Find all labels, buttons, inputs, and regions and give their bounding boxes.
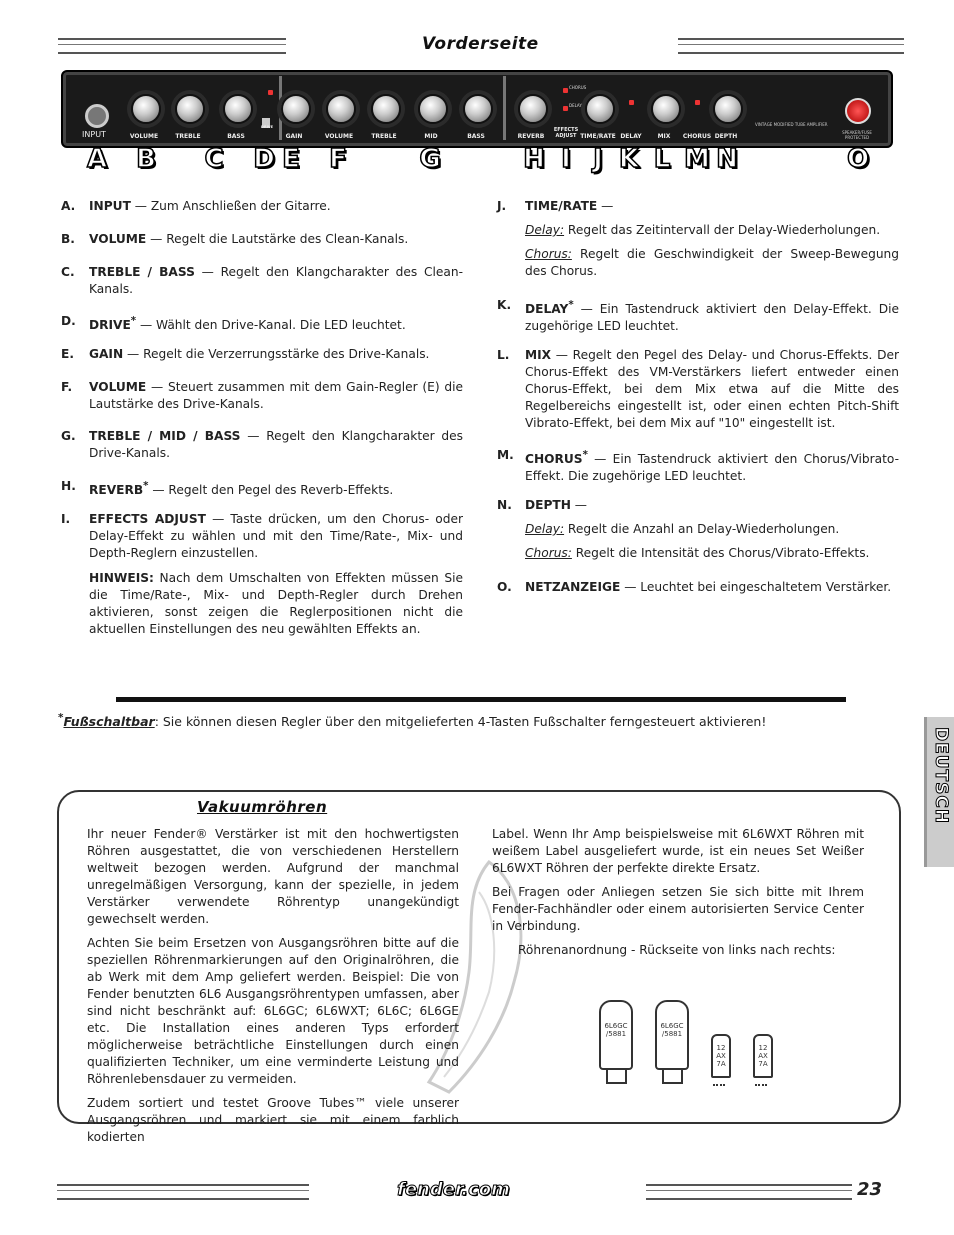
item-key: E.	[61, 347, 74, 361]
item-key: H.	[61, 479, 76, 493]
drive-led	[268, 90, 273, 95]
chorus-text: Regelt die Intensität des Chorus/Vibrato-Effekts.	[571, 546, 870, 560]
vakuum-title: Vakuumröhren	[197, 798, 328, 816]
label-chorus: CHORUS	[682, 133, 712, 140]
effects-chorus-label: CHORUS	[569, 85, 587, 90]
callout-g: G	[419, 144, 441, 174]
item-text: — Ein Tastendruck aktiviert den Chorus/Vibrato-Effekt. Die zugehörige LED leuchtet.	[525, 452, 899, 484]
volume-knob-drive	[326, 94, 356, 124]
label-input: INPUT	[82, 130, 106, 139]
item-name: VOLUME	[89, 380, 147, 394]
label-gain: GAIN	[285, 133, 303, 140]
callout-b: B	[136, 144, 156, 174]
callout-o: O	[847, 144, 870, 174]
delay-label: Delay:	[525, 223, 565, 237]
vakuum-box	[57, 790, 901, 1144]
vakuum-left-column	[87, 826, 459, 1153]
callout-j: J	[593, 144, 603, 174]
callout-l: L	[653, 144, 671, 174]
vakuum-paragraph: Label. Wenn Ihr Amp beispielsweise mit 6L6WXT Röhren mit weißem Label ausgeliefert wurde, ist ein neues Set Weißer 6L6WXT Röhren der perfekte direkte Ersatz.	[492, 827, 864, 875]
header-rule-left	[58, 38, 286, 54]
chorus-label: Chorus:	[525, 546, 572, 560]
item-name: GAIN	[89, 347, 124, 361]
label-reverb: REVERB	[517, 133, 545, 140]
page-number: 23	[857, 1179, 883, 1200]
item-key: A.	[61, 199, 76, 213]
callout-a: A	[86, 144, 108, 174]
label-volume: VOLUME	[129, 133, 159, 140]
vakuum-paragraph: Zudem sortiert und testet Groove Tubes™ viele unserer Ausgangsröhren und markiert sie mit einem farblich kodierten	[87, 1096, 459, 1144]
label-treble-drive: TREBLE	[371, 133, 397, 140]
callout-i: I	[561, 144, 571, 174]
label-delay: DELAY	[620, 133, 642, 140]
item-text: — Regelt den Klangcharakter des Drive-Kanals.	[89, 429, 463, 460]
delay-text: Regelt das Zeitintervall der Delay-Wiederholungen.	[564, 223, 881, 237]
callout-c: C	[204, 144, 224, 174]
label-effects-adjust: EFFECTS ADJUST	[553, 127, 579, 139]
mid-knob	[418, 94, 448, 124]
item-text: — Wählt den Drive-Kanal. Die LED leuchtet.	[136, 318, 406, 333]
language-tab-label: DEUTSCH	[931, 727, 951, 825]
callout-f: F	[329, 144, 347, 174]
tube-12ax7a-2	[753, 1034, 773, 1078]
item-text: —	[597, 199, 614, 213]
item-key: D.	[61, 314, 76, 328]
callout-e: E	[282, 144, 300, 174]
label-mid: MID	[424, 133, 438, 140]
item-text: — Leuchtet bei eingeschaltetem Verstärker.	[620, 580, 892, 594]
item-text: — Zum Anschließen der Gitarre.	[130, 199, 331, 213]
footer-rule-left	[57, 1184, 309, 1200]
power-note: SPEAKER/FUSE PROTECTED	[842, 130, 872, 140]
label-bass-drive: BASS	[467, 133, 485, 140]
item-key: B.	[61, 232, 75, 246]
vakuum-paragraph: Ihr neuer Fender® Verstärker ist mit den hochwertigsten Röhren ausgestattet, die von verschiedenen Herstellern weltweit bezogen werden. Aufgrund der manchmal unregelmäßigen Versorgung, kann der spezielle, in jedem Verstärker verwendete Röhrentyp unangekündigt gewechselt werden.	[87, 827, 459, 926]
treble-knob-drive	[371, 94, 401, 124]
vakuum-paragraph: Bei Fragen oder Anliegen setzen Sie sich bitte mit Ihrem Fender-Fachhändler oder einem autorisierten Service Center in Verbindung.	[492, 885, 864, 933]
delay-text: Regelt die Anzahl an Delay-Wiederholungen.	[564, 522, 840, 536]
footnote-star: *	[58, 712, 64, 724]
bass-knob-drive	[463, 94, 493, 124]
label-mix: MIX	[657, 133, 671, 140]
volume-knob-clean	[131, 94, 161, 124]
label-depth: DEPTH	[714, 133, 738, 140]
item-name: INPUT	[89, 199, 131, 213]
item-text: —	[570, 498, 587, 512]
item-name: NETZANZEIGE	[525, 580, 621, 594]
item-name: DEPTH	[525, 498, 571, 512]
item-key: L.	[497, 348, 510, 362]
label-treble: TREBLE	[175, 133, 201, 140]
language-tab	[924, 717, 954, 867]
label-bass: BASS	[227, 133, 245, 140]
vakuum-paragraph: Röhrenanordnung - Rückseite von links nach rechts:	[518, 943, 836, 957]
item-key: K.	[497, 298, 512, 312]
amp-front-panel	[61, 70, 893, 148]
input-jack-icon	[85, 104, 109, 128]
item-name: DRIVE	[89, 318, 131, 333]
tube-label: 6L6GC /5881	[604, 1022, 628, 1038]
footnote-label: Fußschaltbar	[63, 714, 155, 730]
chorus-label: Chorus:	[525, 247, 572, 261]
tube-label: 12 AX 7A	[716, 1044, 726, 1068]
treble-knob-clean	[175, 94, 205, 124]
item-name: TREBLE / MID / BASS	[89, 429, 241, 443]
item-text: — Steuert zusammen mit dem Gain-Regler (E) die Lautstärke des Drive-Kanals.	[89, 380, 463, 411]
item-name: EFFECTS ADJUST	[89, 512, 206, 526]
effects-delay-label: DELAY	[569, 103, 582, 108]
vakuum-paragraph: Achten Sie beim Ersetzen von Ausgangsröhren bitte auf die speziellen Röhrenmarkierungen auf den Originalröhren, die ab Werk mit dem Amp geliefert werden. Beispiel: Die von Fender benutzten 6L6 Ausgangsröhrentypen umfassen, aber sind nicht beschränkt auf: 6L6GC; 6L6WXT; 6L6C; 6L6GE etc. Die Installation eines anderen Typs erfordert möglicherweise beträchtliche Einstellungen durch einen qualifizierten Techniker, um eine verminderte Leistung und Röhrenlebensdauer zu vermeiden.	[87, 936, 459, 1086]
tube-pins-icon	[606, 1068, 627, 1084]
tube-6l6gc-2	[655, 1000, 689, 1070]
item-key: N.	[497, 498, 512, 512]
reverb-knob	[518, 94, 548, 124]
panel-divider	[503, 76, 506, 140]
item-name: MIX	[525, 348, 552, 362]
gain-knob	[281, 94, 311, 124]
item-text: — Regelt den Pegel des Reverb-Effekts.	[148, 483, 394, 498]
item-name: CHORUS	[525, 452, 583, 467]
vakuum-right-column	[492, 826, 864, 966]
item-text: — Regelt die Lautstärke des Clean-Kanals.	[146, 232, 409, 246]
amp-model-tag: VINTAGE MODIFIED TUBE AMPLIFIER	[755, 122, 828, 127]
depth-knob	[713, 94, 743, 124]
item-name: DELAY	[525, 302, 569, 317]
tube-pins-icon	[662, 1068, 683, 1084]
item-text: — Taste drücken, um den Chorus- oder Delay-Effekt zu wählen und mit den Time/Rate-, Mix- und Depth-Reglern einzustellen.	[89, 512, 463, 560]
footer-site: fender.com	[397, 1179, 510, 1200]
item-text: — Regelt den Pegel des Delay- und Chorus-Effekts. Der Chorus-Effekt des VM-Verstärkers liefert entweder einen Chorus-Effekt, bei dem Mix etwa auf die Mitte des Regelbereichs eingestellt ist, oder einen echten Pitch-Shift Vibrato-Effekt, bei dem Mix auf "10" eingestellt ist.	[525, 348, 899, 430]
effects-delay-led	[563, 106, 568, 111]
item-name: VOLUME	[89, 232, 147, 246]
footer-rule-right	[646, 1184, 852, 1200]
item-key: C.	[61, 265, 75, 279]
header-rule-right	[678, 38, 904, 54]
tube-label: 6L6GC /5881	[660, 1022, 684, 1038]
item-key: F.	[61, 380, 73, 394]
item-name: TIME/RATE	[525, 199, 598, 213]
tube-pins-icon	[755, 1076, 767, 1086]
section-divider	[116, 697, 846, 702]
chorus-text: Regelt die Geschwindigkeit der Sweep-Bewegung des Chorus.	[525, 247, 899, 278]
footnote	[58, 712, 766, 729]
delay-label: Delay:	[525, 522, 565, 536]
item-text: — Regelt die Verzerrungsstärke des Drive-Kanals.	[123, 347, 430, 361]
callout-m: M	[684, 144, 710, 174]
tube-pins-icon	[713, 1076, 725, 1086]
item-key: I.	[61, 512, 71, 526]
callout-d: D	[253, 144, 275, 174]
item-key: M.	[497, 448, 514, 462]
mix-knob	[651, 94, 681, 124]
callout-n: N	[716, 144, 738, 174]
item-key: J.	[497, 199, 507, 213]
callout-k: K	[618, 144, 640, 174]
label-volume-drive: VOLUME	[324, 133, 354, 140]
label-drive: DRIVE	[260, 125, 273, 129]
item-text: — Regelt den Klangcharakter des Clean-Kanals.	[89, 265, 463, 296]
item-name: REVERB	[89, 483, 144, 498]
item-key: O.	[497, 580, 512, 594]
footnote-text: : Sie können diesen Regler über den mitgelieferten 4-Tasten Fußschalter ferngesteuert aktivieren!	[154, 714, 767, 730]
time-rate-knob	[585, 94, 615, 124]
delay-led	[629, 100, 634, 105]
hinweis-note	[89, 570, 463, 638]
bass-knob-clean	[223, 94, 253, 124]
page-title: Vorderseite	[422, 34, 539, 54]
hinweis-text: Nach dem Umschalten von Effekten müssen Sie die Time/Rate-, Mix- und Depth-Regler durch Drehen aktivieren, sonst zeigen die Reglerpositionen nicht die aktuellen Einstellungen des neu gewählten Effekts an.	[89, 571, 463, 636]
power-lamp-icon	[845, 98, 871, 124]
effects-chorus-led	[563, 88, 568, 93]
tube-label: 12 AX 7A	[758, 1044, 768, 1068]
item-name: TREBLE / BASS	[89, 265, 195, 279]
label-time-rate: TIME/RATE	[580, 133, 616, 140]
tube-6l6gc-1	[599, 1000, 633, 1070]
tube-12ax7a-1	[711, 1034, 731, 1078]
chorus-led	[695, 100, 700, 105]
callout-h: H	[523, 144, 545, 174]
item-key: G.	[61, 429, 76, 443]
hinweis-label: HINWEIS:	[89, 571, 154, 585]
item-text: — Ein Tastendruck aktiviert den Delay-Effekt. Die zugehörige LED leuchtet.	[525, 302, 899, 334]
